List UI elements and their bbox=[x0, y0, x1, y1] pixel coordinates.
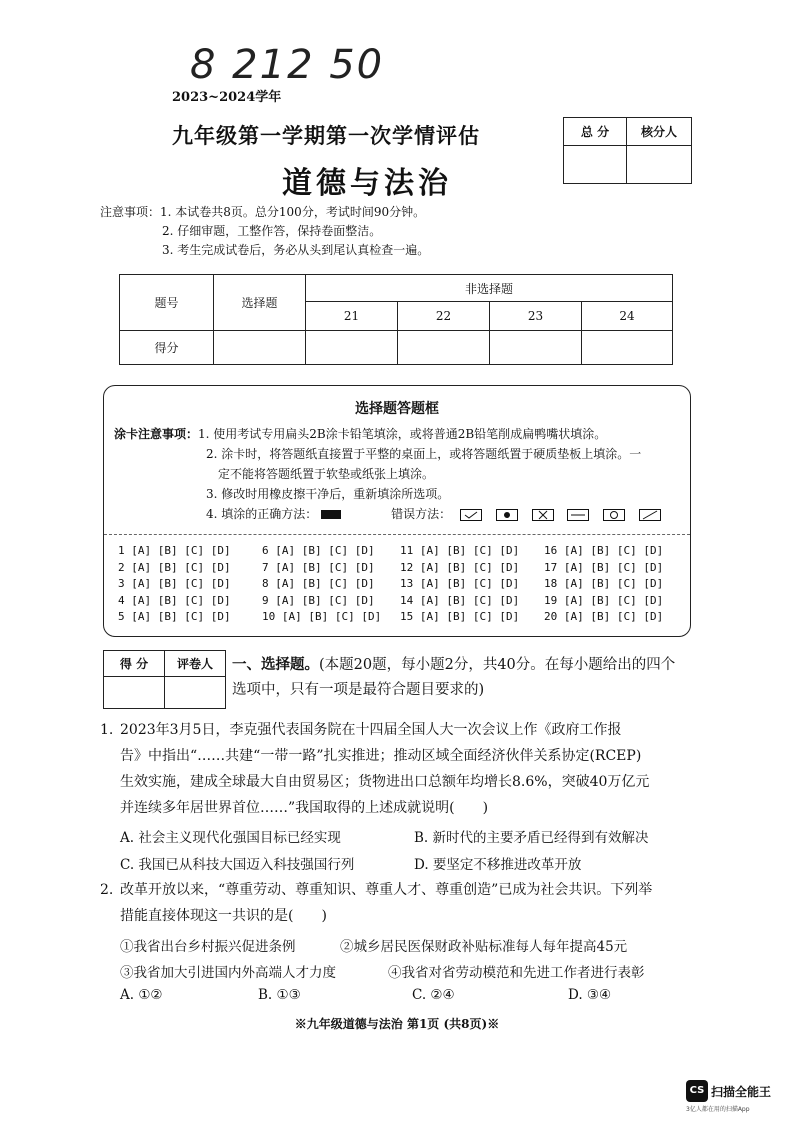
answer-note-4: 4. 填涂的正确方法： bbox=[206, 507, 318, 521]
bubble-row[interactable]: 14 [A] [B] [C] [D] bbox=[400, 593, 520, 607]
grade-table bbox=[119, 274, 673, 365]
option-1d[interactable]: D. 要坚定不移推进改革开放 bbox=[414, 857, 582, 873]
section-title: 一、选择题。 bbox=[232, 656, 319, 673]
bubble-column-3 bbox=[400, 544, 540, 627]
total-score-cell[interactable] bbox=[564, 146, 627, 184]
bubble-row[interactable]: 12 [A] [B] [C] [D] bbox=[400, 560, 520, 574]
question-line: 并连续多年居世界首位……”我国取得的上述成就说明( ) bbox=[120, 800, 489, 816]
answer-notes-label: 涂卡注意事项： bbox=[114, 427, 199, 441]
bubble-column-4 bbox=[544, 544, 684, 627]
answer-frame-notes bbox=[114, 424, 688, 524]
watermark-subtitle: 3亿人都在用的扫描App bbox=[686, 1106, 750, 1113]
col-choice-header: 选择题 bbox=[214, 275, 306, 331]
answer-frame-divider bbox=[104, 534, 690, 535]
bubble-row[interactable]: 2 [A] [B] [C] [D] bbox=[118, 560, 231, 574]
total-score-label: 总 分 bbox=[564, 118, 627, 146]
bubble-row[interactable]: 7 [A] [B] [C] [D] bbox=[262, 560, 375, 574]
handwritten-score: 8 212 50 bbox=[190, 42, 385, 88]
wrong-cross-icon bbox=[532, 509, 554, 521]
bubble-column-1 bbox=[118, 544, 258, 627]
bubble-row[interactable]: 20 [A] [B] [C] [D] bbox=[544, 610, 664, 623]
question-2 bbox=[100, 877, 680, 929]
score-23[interactable] bbox=[490, 331, 582, 365]
answer-frame-title: 选择题答题框 bbox=[355, 401, 439, 417]
question-line: 生效实施，建成全球最大自由贸易区；货物进出口总额年均增长8.6%，突破40万亿元 bbox=[120, 774, 650, 790]
answer-frame bbox=[103, 385, 691, 637]
wrong-dot-icon bbox=[496, 509, 518, 521]
answer-note-2b: 定不能将答题纸置于软垫或纸张上填涂。 bbox=[218, 467, 435, 481]
bubble-column-2 bbox=[262, 544, 402, 627]
section-heading bbox=[232, 652, 684, 703]
scanner-watermark bbox=[686, 1080, 771, 1113]
exam-notes bbox=[100, 203, 429, 260]
bubble-row[interactable]: 8 [A] [B] [C] [D] bbox=[262, 577, 375, 590]
reviewer-cell[interactable] bbox=[627, 146, 692, 184]
section-score-cell[interactable] bbox=[104, 677, 165, 709]
bubble-row[interactable]: 10 [A] [B] [C] [D] bbox=[262, 610, 382, 623]
section-reviewer-cell[interactable] bbox=[165, 677, 226, 709]
option-2a[interactable]: A. ①② bbox=[120, 987, 163, 1003]
section-scorer-box bbox=[103, 650, 226, 709]
bubble-row[interactable]: 19 [A] [B] [C] [D] bbox=[544, 593, 664, 607]
subject-title: 道德与法治 bbox=[282, 166, 452, 201]
row-score-label: 得分 bbox=[120, 331, 214, 365]
col-number-header: 题号 bbox=[120, 275, 214, 331]
statement-1: ①我省出台乡村振兴促进条例 bbox=[120, 939, 296, 955]
option-1a[interactable]: A. 社会主义现代化强国目标已经实现 bbox=[120, 830, 341, 846]
score-21[interactable] bbox=[306, 331, 398, 365]
bubble-row[interactable]: 11 [A] [B] [C] [D] bbox=[400, 544, 520, 557]
notes-label: 注意事项： bbox=[100, 205, 161, 219]
question-1 bbox=[100, 717, 680, 821]
question-line: 措能直接体现这一共识的是( ) bbox=[120, 908, 327, 924]
col-22: 22 bbox=[398, 302, 490, 331]
bubble-row[interactable]: 16 [A] [B] [C] [D] bbox=[544, 544, 664, 557]
bubble-row[interactable]: 17 [A] [B] [C] [D] bbox=[544, 560, 664, 574]
wrong-slash-icon bbox=[639, 509, 661, 521]
question-line: 改革开放以来，“尊重劳动、尊重知识、尊重人才、尊重创造”已成为社会共识。下列举 bbox=[120, 882, 653, 898]
score-24[interactable] bbox=[582, 331, 673, 365]
statement-3: ③我省加大引进国内外高端人才力度 bbox=[120, 965, 336, 981]
question-number: 2. bbox=[100, 882, 114, 898]
wrong-line-icon bbox=[567, 509, 589, 521]
col-nonchoice-header: 非选择题 bbox=[306, 275, 673, 302]
wrong-check-icon bbox=[460, 509, 482, 521]
note-3: 3. 考生完成试卷后，务必从头到尾认真检查一遍。 bbox=[162, 243, 430, 257]
correct-fill-icon bbox=[321, 510, 341, 519]
total-score-box bbox=[563, 117, 692, 184]
camscanner-logo-icon: CS bbox=[686, 1080, 708, 1102]
section-reviewer-label: 评卷人 bbox=[165, 651, 226, 677]
col-24: 24 bbox=[582, 302, 673, 331]
wrong-method-label: 错误方法： bbox=[391, 507, 452, 521]
exam-title: 九年级第一学期第一次学情评估 bbox=[172, 123, 480, 148]
option-1b[interactable]: B. 新时代的主要矛盾已经得到有效解决 bbox=[414, 830, 649, 846]
bubble-row[interactable]: 4 [A] [B] [C] [D] bbox=[118, 593, 231, 607]
reviewer-label: 核分人 bbox=[627, 118, 692, 146]
bubble-row[interactable]: 9 [A] [B] [C] [D] bbox=[262, 593, 375, 607]
option-1c[interactable]: C. 我国已从科技大国迈入科技强国行列 bbox=[120, 857, 355, 873]
bubble-row[interactable]: 18 [A] [B] [C] [D] bbox=[544, 577, 664, 590]
section-description: (本题20题，每小题2分，共40分。在每小题给出的四个选项中，只有一项是最符合题目要求的) bbox=[232, 657, 676, 698]
score-choice[interactable] bbox=[214, 331, 306, 365]
col-23: 23 bbox=[490, 302, 582, 331]
section-score-label: 得 分 bbox=[104, 651, 165, 677]
bubble-row[interactable]: 5 [A] [B] [C] [D] bbox=[118, 610, 231, 623]
statement-2: ②城乡居民医保财政补贴标准每人每年提高45元 bbox=[340, 939, 628, 955]
question-line: 告》中指出“……共建“一带一路”扎实推进；推动区域全面经济伙伴关系协定(RCEP) bbox=[120, 748, 642, 764]
statement-4: ④我省对省劳动模范和先进工作者进行表彰 bbox=[388, 965, 645, 981]
page-footer: ※九年级道德与法治 第1页 (共8页)※ bbox=[294, 1017, 500, 1031]
option-2b[interactable]: B. ①③ bbox=[258, 987, 301, 1003]
bubble-row[interactable]: 6 [A] [B] [C] [D] bbox=[262, 544, 375, 557]
answer-note-1: 1. 使用考试专用扁头2B涂卡铅笔填涂，或将普通2B铅笔削成扁鸭嘴状填涂。 bbox=[198, 427, 607, 441]
bubble-row[interactable]: 3 [A] [B] [C] [D] bbox=[118, 577, 231, 590]
bubble-row[interactable]: 13 [A] [B] [C] [D] bbox=[400, 577, 520, 590]
bubble-row[interactable]: 1 [A] [B] [C] [D] bbox=[118, 544, 231, 557]
note-1: 1. 本试卷共8页。总分100分，考试时间90分钟。 bbox=[160, 205, 426, 219]
col-21: 21 bbox=[306, 302, 398, 331]
school-year: 2023~2024学年 bbox=[172, 90, 282, 105]
score-22[interactable] bbox=[398, 331, 490, 365]
option-2d[interactable]: D. ③④ bbox=[568, 987, 612, 1003]
question-line: 2023年3月5日，李克强代表国务院在十四届全国人大一次会议上作《政府工作报 bbox=[120, 722, 622, 738]
answer-note-2a: 2. 涂卡时，将答题纸直接置于平整的桌面上，或将答题纸置于硬质垫板上填涂。一 bbox=[206, 447, 642, 461]
note-2: 2. 仔细审题，工整作答，保持卷面整洁。 bbox=[162, 224, 382, 238]
bubble-row[interactable]: 15 [A] [B] [C] [D] bbox=[400, 610, 520, 623]
option-2c[interactable]: C. ②④ bbox=[412, 987, 455, 1003]
wrong-circle-icon bbox=[603, 509, 625, 521]
answer-note-3: 3. 修改时用橡皮擦干净后，重新填涂所选项。 bbox=[206, 487, 450, 501]
question-number: 1. bbox=[100, 722, 114, 738]
watermark-name: 扫描全能王 bbox=[711, 1084, 772, 1099]
